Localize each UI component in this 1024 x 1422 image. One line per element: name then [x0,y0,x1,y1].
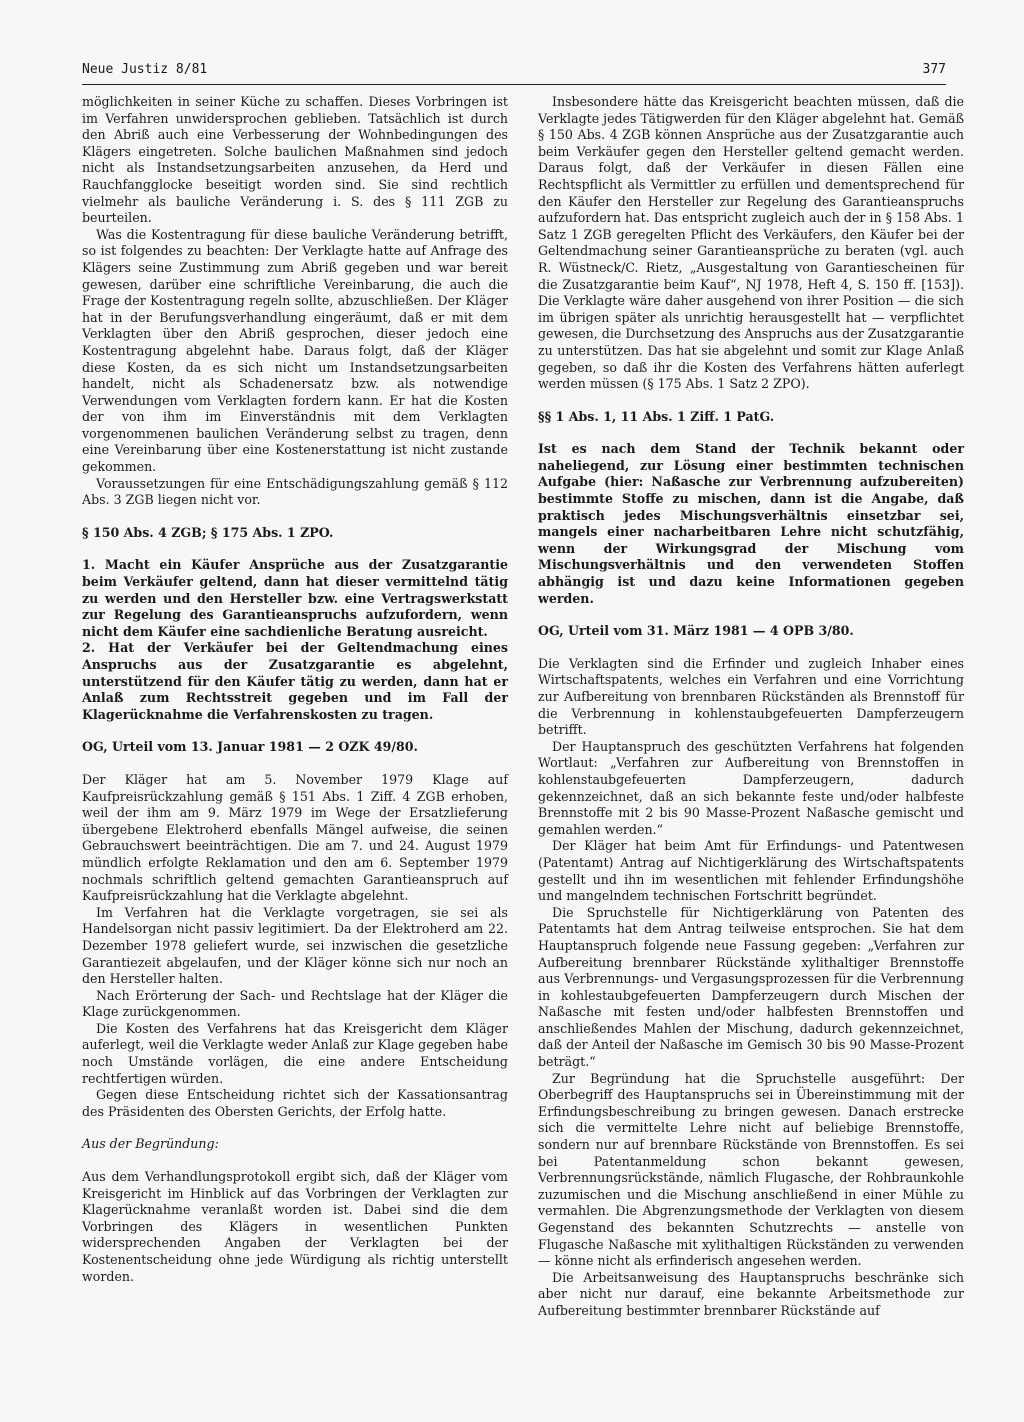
running-header [82,58,946,85]
right-column [538,94,964,1320]
page-number: 377 [922,62,946,77]
paragraph-gap [82,1153,508,1169]
paragraph-gap [538,607,964,623]
body-paragraph: Die Arbeitsanweisung des Hauptanspruchs beschränke sich aber nicht nur darauf, eine bekannte Arbeitsmethode zur Aufbereitung bestimmter brennbarer Rückstände auf [538,1269,964,1318]
body-paragraph: Nach Erörterung der Sach- und Rechtslage hat der Kläger die Klage zurückgenommen. [82,987,508,1020]
paragraph-gap [82,541,508,557]
headnote: 1. Macht ein Käufer Ansprüche aus der Zusatzgarantie beim Verkäufer geltend, dann hat dieser vermittelnd tätig zu werden und den Hersteller bzw. eine Vertragswerkstatt zur Regelung des Garantieanspruchs aufzufordern, wenn nicht dem Käufer eine sachdienliche Beratung ausreicht. [82,557,508,639]
body-paragraph: Der Kläger hat am 5. November 1979 Klage auf Kaufpreisrückzahlung gemäß § 151 Abs. 1 Ziff. 4 ZGB erhoben, weil der ihm am 9. März 1979 im Wege der Ersatzlieferung übergebene Elektroherd ebenfalls Mängel aufweise, die seinen Gebrauchswert beeinträchtigen. Die am 7. und 24. August 1979 mündlich erfolgte Reklamation und den am 6. September 1979 nochmals schriftlich geltend gemachten Garantieanspruch auf Kaufpreisrückzahlung hat die Verklagte abgelehnt. [82,771,508,904]
paragraph-gap [82,1120,508,1136]
case-reference: OG, Urteil vom 31. März 1981 — 4 OPB 3/80. [538,623,854,639]
journal-title: Neue Justiz 8/81 [82,62,208,77]
body-paragraph: Die Kosten des Verfahrens hat das Kreisgericht dem Kläger auferlegt, weil die Verklagte weder Anlaß zur Klage gegeben habe noch Umstände vorlägen, die eine andere Entscheidung rechtfertigen würden. [82,1020,508,1086]
headnote: 2. Hat der Verkäufer bei der Geltendmachung eines Anspruchs aus der Zusatzgarantie es abgelehnt, unterstützend für den Käufer tätig zu werden, dann hat er Anlaß zum Rechtsstreit gegeben und im Fall der Klagerücknahme die Verfahrenskosten zu tragen. [82,640,508,722]
body-paragraph: Insbesondere hätte das Kreisgericht beachten müssen, daß die Verklagte jedes Tätigwerden für den Kläger abgelehnt hat. Gemäß § 150 Abs. 4 ZGB können Ansprüche aus der Zusatzgarantie auch beim Verkäufer gegen den Hersteller geltend gemacht werden. Daraus folgt, daß der Verkäufer in diesen Fällen eine Rechtspflicht als Vermittler zu erfüllen und dementsprechend für den Käufer den Hersteller zur Regelung des Garantieanspruchs aufzufordern hat. Das entspricht zugleich auch der in § 158 Abs. 1 Satz 1 ZGB geregelten Pflicht des Verkäufers, den Käufer bei der Geltendmachung seiner Garantieansprüche zu beraten (vgl. auch R. Wüstneck/C. Rietz, „Ausgestaltung von Garantiescheinen für die Zusatzgarantie beim Kauf“, NJ 1978, Heft 4, S. 150 ff. [153]). Die Verklagte wäre daher ausgehend von ihrer Position — die sich im übrigen später als unrichtig herausgestellt hat — verpflichtet gewesen, die Durchsetzung des Anspruchs aus der Zusatzgarantie zu unterstützen. Das hat sie abgelehnt und somit zur Klage Anlaß gegeben, so daß ihr die Kosten des Verfahrens hätten auferlegt werden müssen (§ 175 Abs. 1 Satz 2 ZPO). [538,94,964,392]
body-paragraph: Der Hauptanspruch des geschützten Verfahrens hat folgenden Wortlaut: „Verfahren zur Aufbereitung von Brennstoffen in kohlenstaubgefeuerten Dampferzeugern, dadurch gekennzeichnet, daß an sich bekannte feste und/oder halbfeste Brennstoffe mit 2 bis 90 Masse-Prozent Naßasche gemischt und gemahlen werden.“ [538,738,964,837]
body-paragraph: Was die Kostentragung für diese bauliche Veränderung betrifft, so ist folgendes zu beachten: Der Verklagte hatte auf Anfrage des Klägers seine Zustimmung zum Abriß gegeben und war bereit gewesen, darüber eine schriftliche Vereinbarung, die auch die Frage der Kostentragung regeln sollte, abzuschließen. Der Kläger hat in der Berufungsverhandlung eingeräumt, daß er mit dem Verklagten über den Abriß gesprochen, dieser jedoch eine Kostentragung abgelehnt habe. Daraus folgt, daß der Kläger diese Kosten, da es sich nicht um Instandsetzungsarbeiten handelt, nicht als Schadenersatz bzw. als notwendige Verwendungen vom Verklagten fordern kann. Er hat die Kosten der von ihm im Einverständnis mit dem Verklagten vorgenommenen baulichen Veränderung selbst zu tragen, denn eine Vereinbarung über eine Kostenerstattung ist nicht zustande gekommen. [82,226,508,475]
body-paragraph: Zur Begründung hat die Spruchstelle ausgeführt: Der Oberbegriff des Hauptanspruchs sei in Übereinstimmung mit der Erfindungsbeschreibung zu bringen gewesen. Danach erstrecke sich die vermittelte Lehre nicht auf beliebige Brennstoffe, sondern nur auf brennbare Rückstände von Brennstoffen. Es sei bei Patentanmeldung schon bekannt gewesen, Verbrennungsrückstände, nämlich Flugasche, der Rohbraunkohle zuzumischen und die Mischung anschließend in einer Mühle zu vermahlen. Die Abgrenzungsmethode der Verklagten von diesem Gegenstand des bekannten Schutzrechts — anstelle von Flugasche Naßasche mit xylithaltigen Rückständen zu verwenden — könne nicht als erfinderisch angesehen werden. [538,1070,964,1269]
body-paragraph: Voraussetzungen für eine Entschädigungszahlung gemäß § 112 Abs. 3 ZGB liegen nicht vor. [82,475,508,508]
paragraph-gap [82,756,508,772]
case-reference: OG, Urteil vom 13. Januar 1981 — 2 OZK 49/80. [82,739,418,755]
paragraph-gap [538,640,964,656]
body-paragraph: möglichkeiten in seiner Küche zu schaffen. Dieses Vorbringen ist im Verfahren unwidersprochen geblieben. Tatsächlich ist durch den Abriß auch eine Verbesserung der Wohnbedingungen des Klägers eingetreten. Solche baulichen Maßnahmen sind jedoch nicht als Instandsetzungsarbeiten anzusehen, da Herd und Rauchfangglocke beseitigt worden sind. Sie sind rechtlich vielmehr als bauliche Veränderung i. S. des § 111 ZGB zu beurteilen. [82,94,508,226]
paragraph-gap [82,509,508,525]
body-paragraph: Im Verfahren hat die Verklagte vorgetragen, sie sei als Handelsorgan nicht passiv legitimiert. Da der Elektroherd am 22. Dezember 1978 geliefert wurde, sei inzwischen die gesetzliche Garantiezeit abgelaufen, und der Kläger könne sich nur noch an den Hersteller halten. [82,904,508,987]
statute-heading: § 150 Abs. 4 ZGB; § 175 Abs. 1 ZPO. [82,524,334,540]
headnote: Ist es nach dem Stand der Technik bekannt oder naheliegend, zur Lösung einer bestimmten technischen Aufgabe (hier: Naßasche zur Verbrennung aufzubereiten) bestimmte Stoffe zu mischen, dann ist die Angabe, daß praktisch jedes Mischungsverhältnis einsetzbar sei, mangels einer nacharbeitbaren Lehre nicht schutzfähig, wenn der Wirkungsgrad der Mischung vom Mischungsverhältnis und den verwendeten Stoffen abhängig ist und dazu keine Informationen gegeben werden. [538,441,964,606]
body-paragraph: Aus dem Verhandlungsprotokoll ergibt sich, daß der Kläger vom Kreisgericht im Hinblick auf das Vorbringen der Verklagten zur Klagerücknahme veranlaßt worden ist. Dabei sind die dem Vorbringen des Klägers in wesentlichen Punkten widersprechenden Angaben der Verklagten bei der Kostenentscheidung ohne jede Würdigung als richtig unterstellt worden. [82,1169,508,1284]
left-column [82,94,508,1285]
statute-heading: §§ 1 Abs. 1, 11 Abs. 1 Ziff. 1 PatG. [538,408,775,424]
paragraph-gap [538,425,964,441]
body-paragraph: Der Kläger hat beim Amt für Erfindungs- und Patentwesen (Patentamt) Antrag auf Nichtigerklärung des Wirtschaftspatents gestellt und ihn im wesentlichen mit fehlender Erfindungshöhe und mangelndem technischen Fortschritt begründet. [538,838,964,904]
body-paragraph: Die Spruchstelle für Nichtigerklärung von Patenten des Patentamts hat dem Antrag teilweise entsprochen. Sie hat dem Hauptanspruch folgende neue Fassung gegeben: „Verfahren zur Aufbereitung brennbarer Rückstände xylithaltiger Brennstoffe aus Verbrennungs- und Vergasungsprozessen für die Verbrennung in kohlestaubgefeuerten Dampferzeugern durch Mischen der Naßasche mit festen und/oder halbfesten Brennstoffen und anschließendes Mahlen der Mischung, dadurch gekennzeichnet, daß der Anteil der Naßasche im Gemisch 30 bis 90 Masse-Prozent beträgt.“ [538,904,964,1070]
paragraph-gap [82,723,508,739]
paragraph-gap [538,393,964,409]
body-paragraph: Die Verklagten sind die Erfinder und zugleich Inhaber eines Wirtschaftspatents, welches ein Verfahren und eine Vorrichtung zur Aufbereitung von brennbaren Rückständen als Brennstoff für die Verbrennung in kohlenstaubgefeuerten Dampferzeugern betrifft. [538,655,964,738]
section-label: Aus der Begründung: [82,1136,219,1152]
body-paragraph: Gegen diese Entscheidung richtet sich der Kassationsantrag des Präsidenten des Obersten Gerichts, der Erfolg hatte. [82,1087,508,1119]
